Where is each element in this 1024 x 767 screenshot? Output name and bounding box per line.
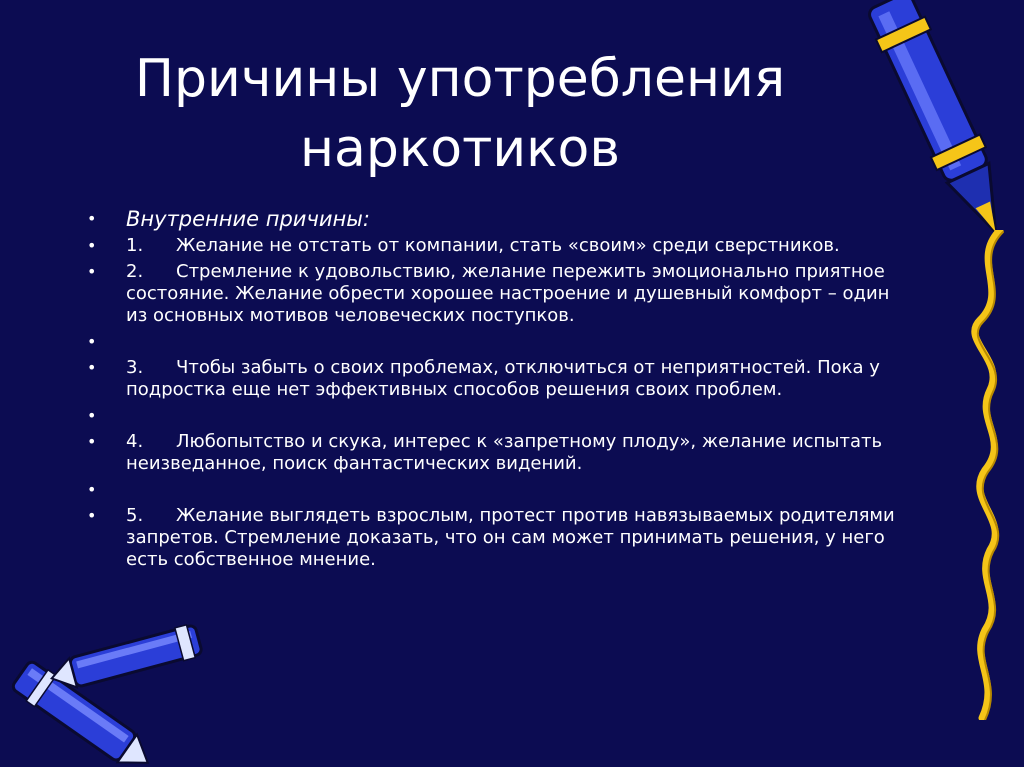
list-item xyxy=(84,357,914,401)
list-item xyxy=(84,331,914,353)
title-line-1: Причины употребления xyxy=(134,49,786,109)
list-item xyxy=(84,479,914,501)
list-item xyxy=(84,235,914,257)
list-item xyxy=(84,261,914,327)
list-item-number: 5. xyxy=(126,505,144,526)
crayon-clipart-icon xyxy=(0,615,210,767)
bullet-icon: • xyxy=(87,262,97,281)
list-item-text: Стремление к удовольствию, желание пережить эмоционально приятное состояние. Желание обрести хорошее настроение и душевный комфорт – один из основных мотивов человеческих поступков. xyxy=(126,261,890,326)
list-item-number: 3. xyxy=(126,357,144,378)
bullet-icon: • xyxy=(87,506,97,525)
ribbon-squiggle-icon xyxy=(960,230,1024,720)
bullet-list xyxy=(84,205,914,575)
pen-clipart-icon xyxy=(850,0,1024,250)
list-item-number: 1. xyxy=(126,235,144,256)
list-item xyxy=(84,431,914,475)
bullet-icon: • xyxy=(87,236,97,255)
list-item-text: Внутренние причины: xyxy=(126,207,370,231)
bullet-icon: • xyxy=(87,332,97,351)
list-item xyxy=(84,505,914,571)
bullet-icon: • xyxy=(87,406,97,425)
bullet-icon: • xyxy=(87,480,97,499)
list-item-text: Желание не отстать от компании, стать «своим» среди сверстников. xyxy=(176,235,840,256)
bullet-icon: • xyxy=(87,358,97,377)
list-item-text: Любопытство и скука, интерес к «запретному плоду», желание испытать неизведанное, поиск фантастических видений. xyxy=(126,431,883,474)
bullet-icon: • xyxy=(87,209,97,228)
list-item-text: Желание выглядеть взрослым, протест против навязываемых родителями запретов. Стремление доказать, что он сам может принимать решения, у него есть собственное мнение. xyxy=(126,505,895,570)
list-item xyxy=(84,405,914,427)
slide-title xyxy=(60,44,860,184)
title-line-2: наркотиков xyxy=(299,119,621,179)
list-item xyxy=(84,205,914,233)
list-item-number: 2. xyxy=(126,261,144,282)
list-item-text: Чтобы забыть о своих проблемах, отключиться от неприятностей. Пока у подростка еще нет эффективных способов решения своих проблем. xyxy=(126,357,880,400)
list-item-number: 4. xyxy=(126,431,144,452)
bullet-icon: • xyxy=(87,432,97,451)
